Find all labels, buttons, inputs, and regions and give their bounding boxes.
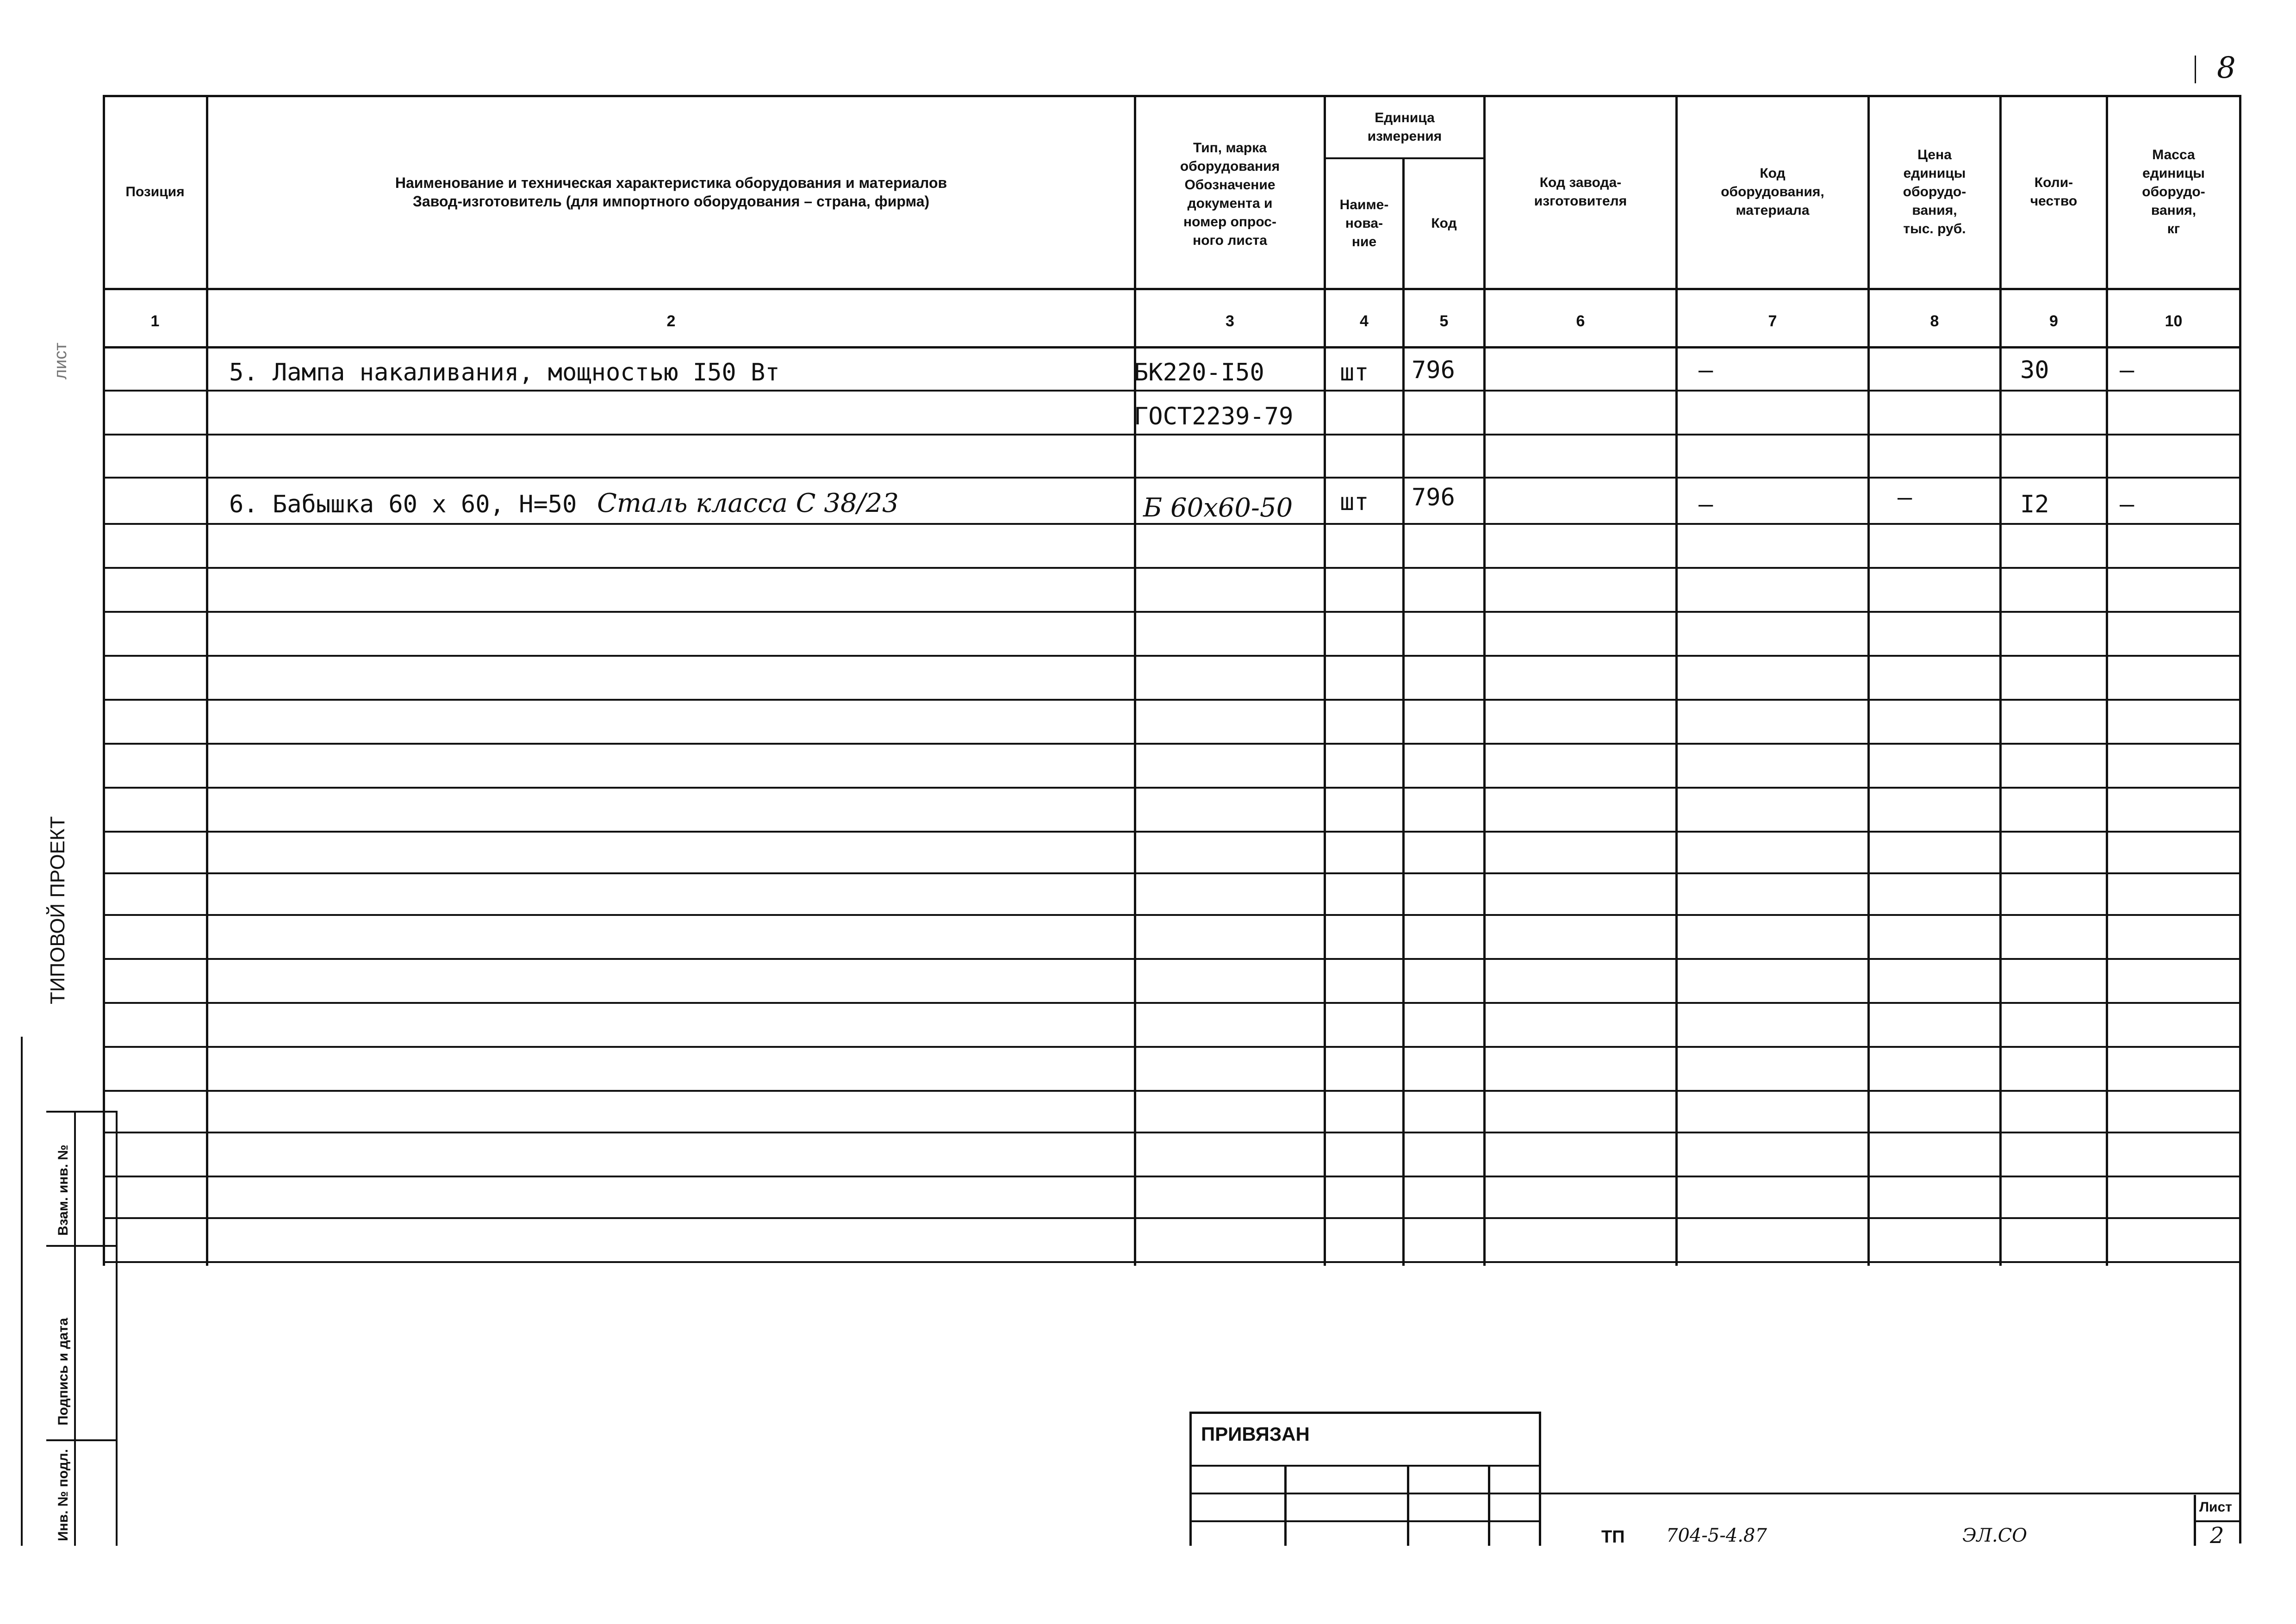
row1-mass: – — [2120, 356, 2134, 384]
header-factory-code: Код завода- изготовителя — [1534, 175, 1627, 209]
corner-mark — [2195, 56, 2196, 83]
page-number: 8 — [2217, 51, 2236, 85]
privyazan-label: ПРИВЯЗАН — [1201, 1423, 1310, 1445]
col-number-3: 3 — [1226, 312, 1234, 330]
stamp-sep-3 — [46, 1439, 116, 1441]
row1-type: БК220-I50 — [1134, 359, 1264, 386]
table-row-line — [103, 1002, 2241, 1004]
privyazan-right — [1539, 1412, 1541, 1546]
table-row-line — [103, 1132, 2241, 1133]
table-row-line — [103, 655, 2241, 657]
col-number-7: 7 — [1768, 312, 1777, 330]
col-number-1: 1 — [150, 312, 160, 330]
header-name: Наименование и техническая характеристика оборудования и материалов Завод-изготовитель (для импортного оборудования – страна, фирма) — [395, 174, 947, 210]
table-row-line — [103, 872, 2241, 874]
stamp-sep-2 — [46, 1245, 116, 1247]
col-line-right — [2239, 95, 2241, 1543]
row1-equip-code: – — [1699, 356, 1713, 384]
header-mass: Масса единицы оборудо- вания, кг — [2142, 147, 2205, 236]
header-quantity: Коли- чество — [2030, 175, 2078, 209]
row1-qty: 30 — [2020, 356, 2049, 384]
stamp-label-sign: Подпись и дата — [56, 1318, 71, 1425]
row3-name: 6. Бабышка 60 x 60, Н=50 — [229, 491, 577, 518]
table-row-line — [103, 831, 2241, 833]
sheet-box-divider — [2194, 1520, 2240, 1522]
col-number-9: 9 — [2049, 312, 2058, 330]
sheet-label: Лист — [2199, 1500, 2232, 1515]
table-row-line — [103, 914, 2241, 916]
col-number-10: 10 — [2165, 312, 2183, 330]
row1-unit: шт — [1340, 359, 1369, 386]
row3-price: – — [1898, 484, 1912, 511]
stamp-left-border-c — [116, 1111, 118, 1546]
stamp-sep-1 — [46, 1111, 116, 1113]
table-row-line — [103, 958, 2241, 960]
table-row-line — [103, 477, 2241, 479]
row3-equip-code: – — [1699, 491, 1713, 518]
table-row-line — [103, 523, 2241, 525]
table-row-line — [103, 1176, 2241, 1177]
col-number-row-border — [103, 346, 2241, 348]
unit-split-line — [1324, 157, 1483, 159]
header-unit-code: Код — [1431, 215, 1457, 231]
header-bottom-border — [103, 288, 2241, 290]
col-number-4: 4 — [1360, 312, 1369, 330]
table-row-line — [103, 1046, 2241, 1048]
stamp-label-replace: Взам. инв. № — [56, 1145, 71, 1236]
row1-name: 5. Лампа накаливания, мощностью I50 Вт — [229, 359, 780, 386]
table-row-line — [103, 1261, 2241, 1263]
table-row-line — [103, 434, 2241, 436]
header-unit-group: Единица измерения — [1367, 110, 1442, 144]
table-row-line — [103, 611, 2241, 613]
row2-type: ГОСТ2239-79 — [1134, 403, 1294, 430]
table-row-line — [103, 567, 2241, 569]
row3-qty: I2 — [2020, 491, 2049, 518]
doc-code-mid: 704-5-4.87 — [1666, 1525, 1767, 1546]
title-block-top — [1541, 1493, 2240, 1494]
row3-type: Б 60x60-50 — [1143, 493, 1293, 523]
table-row-line — [103, 699, 2241, 701]
col-number-6: 6 — [1576, 312, 1585, 330]
table-row-line — [103, 1217, 2241, 1219]
row3-code: 796 — [1412, 484, 1455, 511]
col-number-5: 5 — [1439, 312, 1449, 330]
stamp-left-border-a — [21, 1037, 23, 1546]
row3-name-handwritten: Сталь класса С 38/23 — [597, 488, 899, 518]
sheet-number: 2 — [2210, 1523, 2224, 1549]
header-unit-name: Наиме- нова- ние — [1339, 197, 1389, 249]
row3-unit: шт — [1340, 488, 1369, 516]
header-price: Цена единицы оборудо- вания, тыс. руб. — [1903, 147, 1966, 236]
header-position: Позиция — [125, 184, 185, 199]
privyazan-col-1 — [1284, 1465, 1287, 1546]
table-row-line — [103, 390, 2241, 392]
privyazan-left — [1189, 1412, 1192, 1546]
header-equipment-code: Код оборудования, материала — [1721, 166, 1824, 218]
col-number-2: 2 — [666, 312, 676, 330]
privyazan-col-2 — [1407, 1465, 1409, 1546]
row1-code: 796 — [1412, 356, 1455, 384]
stamp-label-inv: Инв. № подл. — [56, 1449, 71, 1541]
side-vertical-title: ТИПОВОЙ ПРОЕКТ — [46, 816, 69, 1004]
doc-code-left: ТП — [1601, 1527, 1625, 1547]
row3-mass: – — [2120, 491, 2134, 518]
stamp-left-border-b — [74, 1111, 76, 1546]
doc-code-right: ЭЛ.СО — [1962, 1525, 2028, 1546]
header-type: Тип, марка оборудования Обозначение документа и номер опрос- ного листа — [1180, 140, 1280, 248]
side-vertical-top: лист — [51, 342, 70, 380]
col-number-8: 8 — [1930, 312, 1939, 330]
table-row-line — [103, 743, 2241, 745]
table-row-line — [103, 1090, 2241, 1092]
privyazan-col-3 — [1488, 1465, 1490, 1546]
table-row-line — [103, 787, 2241, 789]
privyazan-top — [1189, 1412, 1541, 1414]
